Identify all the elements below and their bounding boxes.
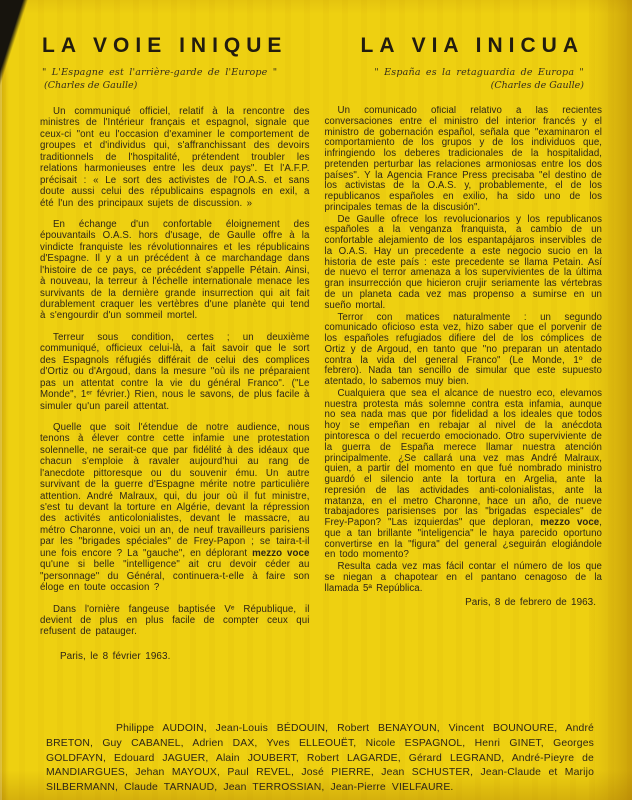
paragraph: Un communiqué officiel, relatif à la rencontre des ministres de l'Intérieur français et espagnol, signale que ceux-ci "ont eu l'occasion d'examiner le comportement de groupes et d'individus qui, s'affranchissant des devoirs traditionnels de l'hospitalité, prétendent troubler les relations harmonieuses entre les deux pays". Et l'A.F.P. précisait : « Le sort des activistes de l'O.A.S. et sans doute aussi celui des républicains espagnols en exil, a été l'un des principaux sujets de discussion. » — [40, 106, 310, 209]
paragraph: Terror con matices naturalmente : un segundo comunicado oficioso esta vez, hizo saber que el porvenir de los españoles refugiados difiere del de los cómplices de Ortiz y de Argoud, en tanto que "no preparan un atentado contra la vida del general Franco" (Le Monde, 1º de febrero). Nada tan sencillo de simular que este supuesto atentado, lo sabemos muy bien. — [324, 311, 602, 388]
header-row — [40, 34, 602, 91]
french-header — [40, 34, 322, 91]
page-title-spanish: LA VIA INICUA — [360, 34, 584, 57]
dateline-spanish: Paris, 8 de febrero de 1963. — [465, 597, 596, 609]
dateline-french: Paris, le 8 février 1963. — [60, 650, 171, 662]
page-title-french: LA VOIE INIQUE — [42, 34, 288, 57]
epigraph-spanish: " España es la retaguardia de Europa " — [374, 67, 584, 78]
paragraph: Cualquiera que sea el alcance de nuestro eco, elevamos nuestra protesta más solemne contra esta infamia, aunque no sea nada mas que por fidelidad a los ideales que todos hoy se empeñan en rebajar al nivel de la anécdota pintoresca o del recuerdo emocionado. Otro superviviente de la guerra de España merece llamar nuestra atención principalmente. ¿Se callará una vez mas André Malraux, quien, a partir del momento en que fué nombrado ministro guardó el silencio ante la tortura en Argelia, ante la represión de las actividades anti-colonialistas, ante la matanza, en el metro Charonne, hace un año, de nueve trabajadores parisienses por las "brigadas especiales" de Frey-Papon? "Las izquierdas" que deploran, mezzo voce, que a tan brillante "inteligencia" le haya parecido oportuno convertirse en la "figura" del general ¿seguirán elogiándole en todo momento? — [324, 387, 602, 561]
epigraph-credit-spanish: (Charles de Gaulle) — [490, 80, 584, 91]
body-columns — [40, 106, 602, 694]
french-column — [40, 106, 310, 694]
signature-list: Philippe AUDOIN, Jean-Louis BÉDOUIN, Robert BENAYOUN, Vincent BOUNOURE, André BRETON, Guy CABANEL, Adrien DAX, Yves ELLEOUËT, Nicole ESPAGNOL, Henri GINET, Georges GOLDFAYN, Edouard JAGUER, Alain JOUBERT, Robert LAGARDE, Gérard LEGRAND, André-Pieyre de MANDIARGUES, Jehan MAYOUX, Paul REVEL, José PIERRE, Jean SCHUSTER, Jean-Claude et Marijo SILBERMANN, Claude TARNAUD, Jean TERROSSIAN, Jean-Pierre VIELFAURE. — [46, 723, 594, 794]
paragraph: De Gaulle ofrece los revolucionarios y los republicanos españoles a la venganza franquista, a cambio de un confortable alejamiento de los espantapájaros inservibles de la O.A.S. Hay un precedente a este negocio sucio en la historia de este país : este precedente se llama Petain. Así de nuevo el terror amenaza a los supervivientes de la última gran insurrección que hicieron crujir seriamente las vértebras de un planeta cada vez mas propenso a sumirse en un sueño mortal. — [324, 213, 602, 311]
spanish-column — [325, 106, 602, 694]
epigraph-credit-french: (Charles de Gaulle) — [44, 80, 138, 91]
spanish-paragraphs — [325, 106, 602, 594]
spanish-header — [322, 34, 602, 91]
paragraph: Terreur sous condition, certes ; un deuxième communiqué, officieux celui-là, a fait savoir que le sort des Espagnols réfugiés différait de celui des complices d'Ortiz ou d'Argoud, dans la mesure "où ils ne préparaient pas un attentat contre la vie du général Franco". ("Le Monde", 1ᵉʳ février.) Rien, nous le savons, de plus facile à simuler qu'un pareil attentat. — [40, 331, 310, 412]
paragraph: En échange d'un confortable éloignement des épouvantails O.A.S. hors d'usage, de Gaulle offre à la vindicte franquiste les révolutionnaires et les républicains d'Espagne. Il y a un précédent à ce marchandage dans l'histoire de ce pays, ce précédent s'appelle Pétain. Ainsi, à nouveau, la terreur à l'échelle internationale menace les survivants de la dernière grande insurrection qui ait fait durablement craquer les vertèbres d'une planète qui tend à s'engourdir d'un sommeil mortel. — [40, 218, 310, 322]
paragraph: Resulta cada vez mas fácil contar el número de los que se niegan a chapotear en el pantano cenagoso de la llamada 5ª República. — [324, 561, 602, 594]
paragraph: Quelle que soit l'étendue de notre audience, nous tenons à élever contre cette infamie une protestation solennelle, ne serait-ce que par fidélité à des idéaux que chacun s'emploie à ravaler aujourd'hui au rang de l'anecdote pittoresque ou du souvenir ému. Un autre survivant de la guerre d'Espagne mérite notre particulière attention. André Malraux, qui, du jour où il fut ministre, s'est tu devant la torture en Algérie, devant la répression des activités anticolonialistes, devant le massacre, au métro Charonne, voici un an, de neuf travailleurs parisiens par les "brigades spéciales" de Frey-Papon ; se taira-t-il une fois encore ? La "gauche", en déplorant mezzo voce qu'une si belle "intelligence" ait cru devoir céder au "personnage" du Général, continuera-t-elle à faire son éloge en toute occasion ? — [40, 421, 310, 594]
paragraph: Dans l'ornière fangeuse baptisée Vᵉ République, il devient de plus en plus facile de compter ceux qui refusent de patauger. — [40, 603, 310, 638]
epigraph-french: " L'Espagne est l'arrière-garde de l'Europe " — [42, 67, 278, 78]
paragraph: Un comunicado oficial relativo a las recientes conversaciones entre el ministro del interior francés y el ministro de gobernación español, señala que "examinaron el comportamiento de los grupos y de los individuos que, infringiendo los deberes tradicionales de la hospitalidad, pretenden perturbar las relaciones armoniosas entre los dos países". Y la Agencia France Press precisaba "el destino de los activistas de la O.A.S. y, probablemente, el de los republicanos españoles en exilio, ha sido uno de los principales temas de la discusión". — [324, 106, 602, 213]
french-paragraphs — [40, 106, 310, 638]
